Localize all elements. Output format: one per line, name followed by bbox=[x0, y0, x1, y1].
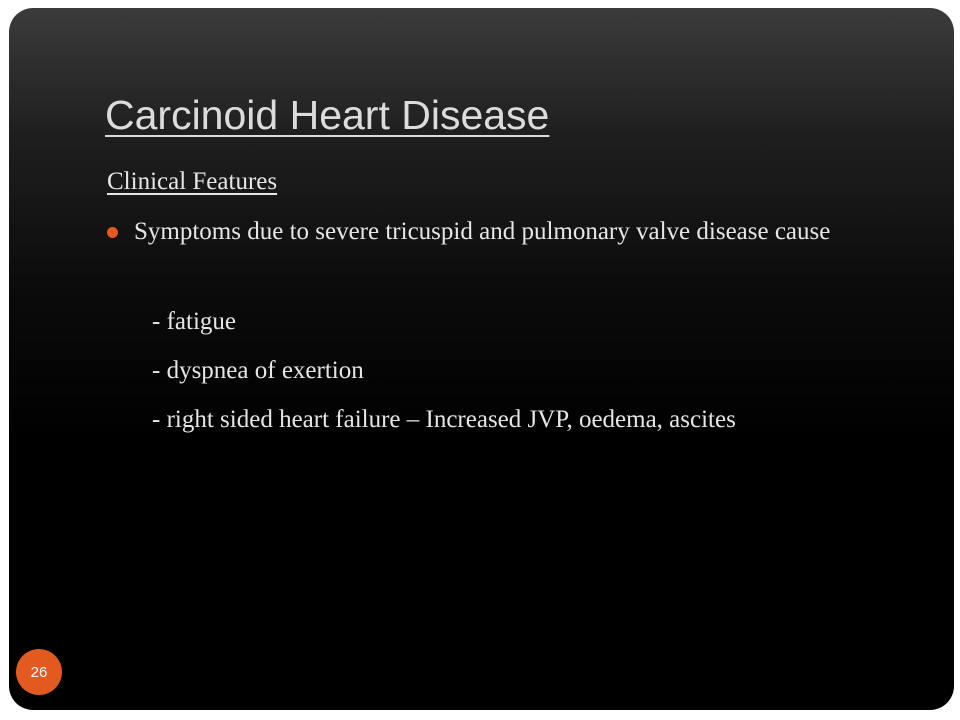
bullet-icon bbox=[107, 227, 118, 238]
slide bbox=[9, 8, 954, 710]
slide-subtitle: Clinical Features bbox=[107, 168, 278, 195]
sub-item-fatigue: - fatigue bbox=[152, 308, 236, 335]
sub-item-heart-failure: - right sided heart failure – Increased JVP, oedema, ascites bbox=[152, 406, 736, 433]
bullet-text: Symptoms due to severe tricuspid and pulmonary valve disease cause bbox=[134, 218, 831, 245]
slide-title: Carcinoid Heart Disease bbox=[105, 92, 550, 138]
sub-item-dyspnea: - dyspnea of exertion bbox=[152, 357, 364, 384]
page-number-badge: 26 bbox=[16, 649, 62, 695]
